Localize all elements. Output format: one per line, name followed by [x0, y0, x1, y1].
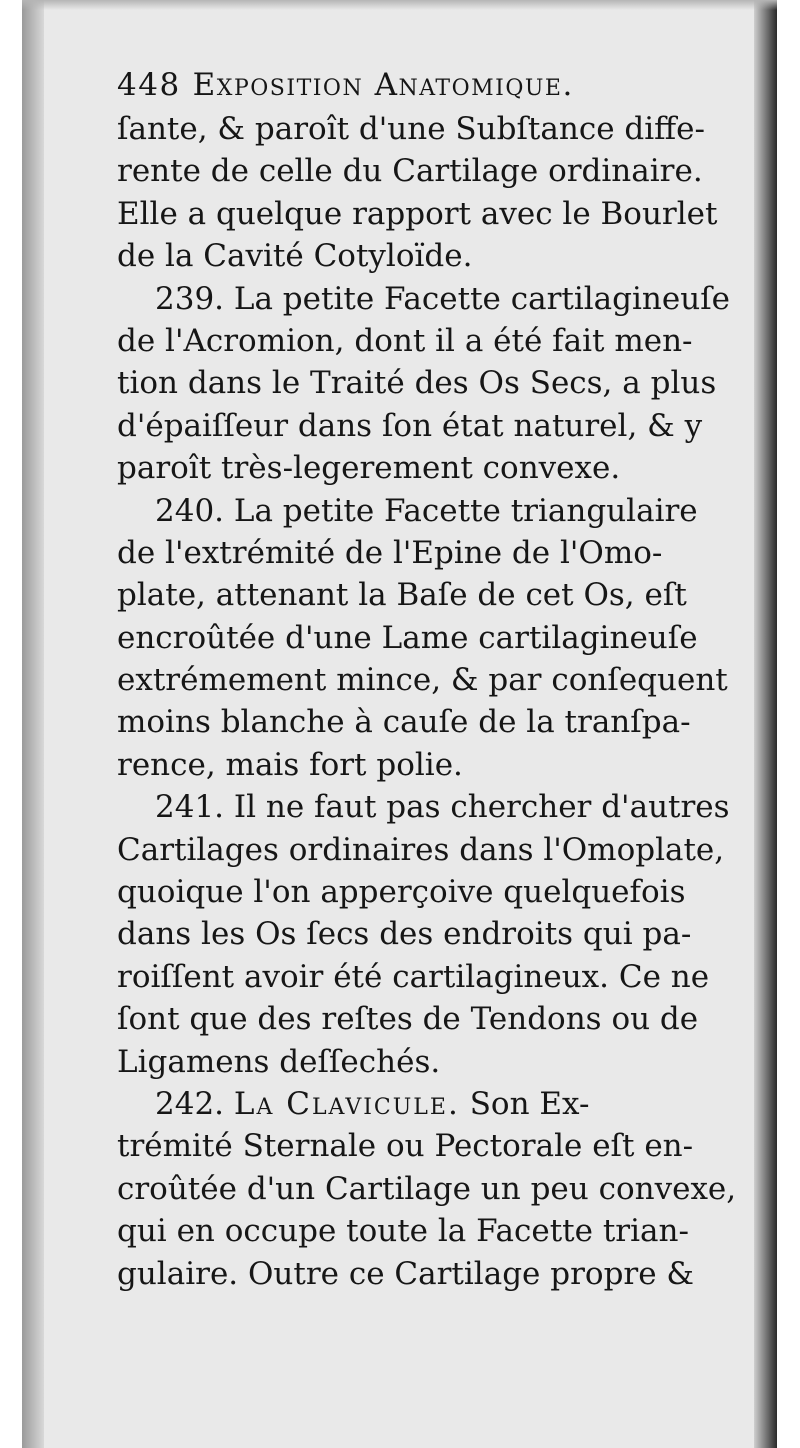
text-line: trémité Sternale ou Pectorale eſt en- — [117, 1128, 694, 1165]
text-line: croûtée d'un Cartilage un peu convexe, — [117, 1170, 737, 1207]
text-line: tion dans le Traité des Os Secs, a plus — [117, 365, 717, 402]
text-line: de l'extrémité de l'Epine de l'Omo- — [117, 534, 663, 571]
text-line: rence, mais fort polie. — [117, 746, 463, 783]
text-line: gulaire. Outre ce Cartilage propre & — [117, 1255, 695, 1292]
text-line: extrémement mince, & par conſequent — [117, 662, 728, 699]
page-top-shadow — [22, 0, 777, 10]
paragraph-number: 242. — [155, 1085, 225, 1122]
text-line: roiſſent avoir été cartilagineux. Ce ne — [117, 958, 710, 995]
text-line: Ligamens deſſechés. — [117, 1043, 441, 1080]
text-line: Elle a quelque rapport avec le Bourlet — [117, 195, 718, 232]
text-line: de la Cavité Cotyloïde. — [117, 238, 473, 275]
text-line: quoique l'on apperçoive quelquefois — [117, 874, 686, 911]
text-line: qui en occupe toute la Facette trian- — [117, 1213, 689, 1250]
text-line: plate, attenant la Baſe de cet Os, eſt — [117, 577, 687, 614]
text-line: Cartilages ordinaires dans l'Omoplate, — [117, 831, 725, 868]
running-header — [117, 62, 737, 108]
page-edge-shadow — [754, 0, 777, 1448]
running-title: Exposition Anatomique. — [192, 67, 574, 103]
paragraph-240-start: 240. La petite Facette triangulaire — [155, 492, 698, 529]
text-line: rente de celle du Cartilage ordinaire. — [117, 153, 703, 190]
paragraph-241-start: 241. Il ne faut pas chercher d'autres — [155, 789, 730, 826]
page-text — [117, 62, 737, 1295]
text-line: paroît très-legerement convexe. — [117, 450, 621, 487]
paragraph-text: Son Ex- — [469, 1085, 590, 1122]
paragraph-239-start: 239. La petite Facette cartilagineuſe — [155, 280, 731, 317]
text-line: d'épaiſſeur dans ſon état naturel, & y — [117, 407, 703, 444]
section-heading: La Clavicule. — [233, 1085, 460, 1122]
text-line: ſont que des reſtes de Tendons ou de — [117, 1001, 699, 1038]
text-line: ſante, & paroît d'une Subſtance diffe- — [117, 111, 706, 147]
paragraph-242-start — [117, 1083, 737, 1125]
page-gutter-shadow — [22, 0, 44, 1448]
text-line: dans les Os ſecs des endroits qui pa- — [117, 916, 692, 953]
text-line: moins blanche à cauſe de la tranſpa- — [117, 704, 691, 741]
text-line: encroûtée d'une Lame cartilagineuſe — [117, 619, 698, 656]
page-number: 448 — [117, 67, 181, 103]
text-line: de l'Acromion, dont il a été fait men- — [117, 322, 693, 359]
